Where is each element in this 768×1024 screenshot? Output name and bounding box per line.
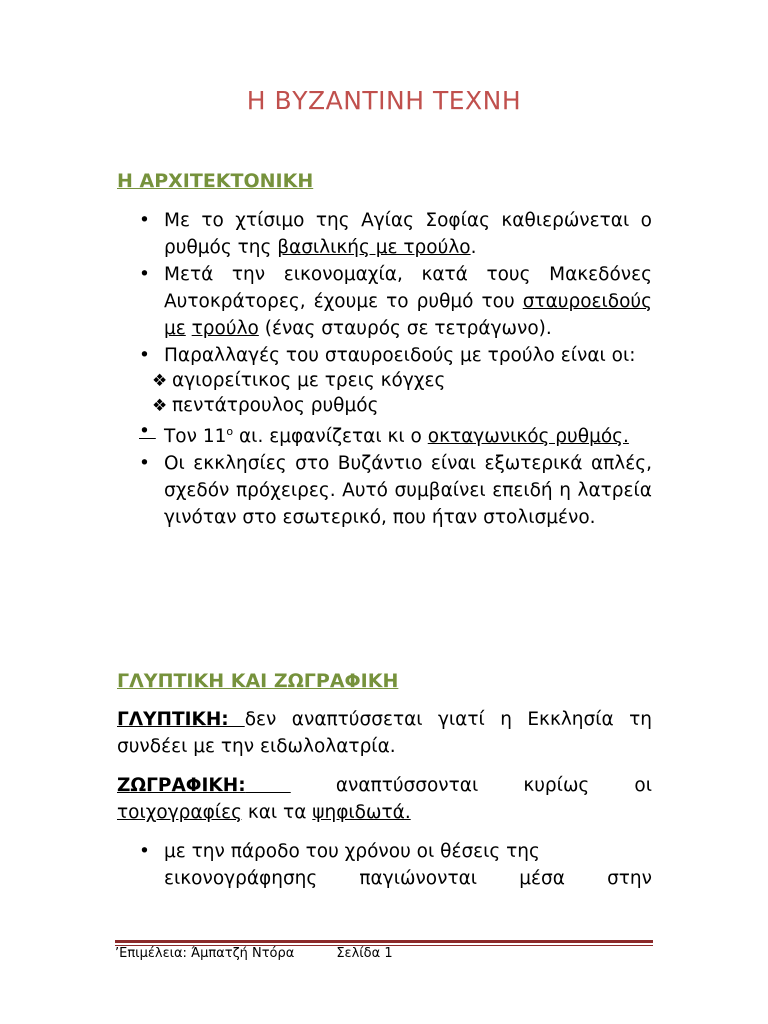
sub-list-item: ❖ πεντάτρουλος ρυθμός xyxy=(117,394,652,419)
page-footer xyxy=(115,946,393,961)
list-item: • Τον $11^o$ αι. εμφανίζεται κι ο οκταγωνικός ρυθμός. xyxy=(117,418,652,450)
painting-list xyxy=(117,838,652,892)
section-heading-architecture: Η ΑΡΧΙΤΕΚΤΟΝΙΚΗ xyxy=(117,170,314,192)
footer-rule xyxy=(115,940,653,943)
list-item: • Οι εκκλησίες στο Βυζάντιο είναι εξωτερικά απλές, σχεδόν πρόχειρες. Αυτό συμβαίνει επειδή η λατρεία γινόταν στο εσωτερικό, που ήταν στολισμένο. xyxy=(117,450,652,531)
bullet-icon: • xyxy=(139,345,150,366)
architecture-list xyxy=(117,207,652,531)
bullet-icon: • xyxy=(139,421,156,442)
diamond-bullet-icon: ❖ xyxy=(152,371,168,391)
list-item: • Παραλλαγές του σταυροειδούς με τρούλο είναι οι: xyxy=(117,342,652,369)
footer-page-number: Σελίδα 1 xyxy=(336,946,393,961)
list-item: • Με το χτίσιμο της Αγίας Σοφίας καθιερώνεται ο ρυθμός της βασιλικής με τρούλο. xyxy=(117,207,652,261)
diamond-bullet-icon: ❖ xyxy=(152,395,168,416)
paragraph-sculpture: ΓΛΥΠΤΙΚΗ: δεν αναπτύσσεται γιατί η Εκκλησία τη συνδέει με την ειδωλολατρία. xyxy=(117,709,652,757)
list-item: • με την πάροδο του χρόνου οι θέσεις της εικονογράφησης παγιώνονται μέσα στην xyxy=(117,838,652,892)
list-item: • Μετά την εικονομαχία, κατά τους Μακεδόνες Αυτοκράτορες, έχουμε το ρυθμό του σταυροειδούς με τρούλο (ένας σταυρός σε τετράγωνο). xyxy=(117,261,652,342)
sub-list-item: ❖ αγιορείτικος με τρεις κόγχες xyxy=(117,369,652,394)
bullet-icon: • xyxy=(139,264,150,285)
bullet-icon: • xyxy=(139,841,150,862)
bullet-icon: • xyxy=(139,210,150,231)
footer-author: ’Επιμέλεια: Άμπατζή Ντόρα xyxy=(115,946,295,961)
bullet-icon: • xyxy=(139,453,150,475)
section-heading-sculpture-painting: ΓΛΥΠΤΙΚΗ ΚΑΙ ΖΩΓΡΑΦΙΚΗ xyxy=(117,670,399,692)
paragraph-painting: ΖΩΓΡΑΦΙΚΗ: αναπτύσσονται κυρίως οι τοιχογραφίες και τα ψηφιδωτά. xyxy=(117,775,652,823)
document-title: Η ΒΥΖΑΝΤΙΝΗ ΤΕΧΝΗ xyxy=(246,86,522,115)
